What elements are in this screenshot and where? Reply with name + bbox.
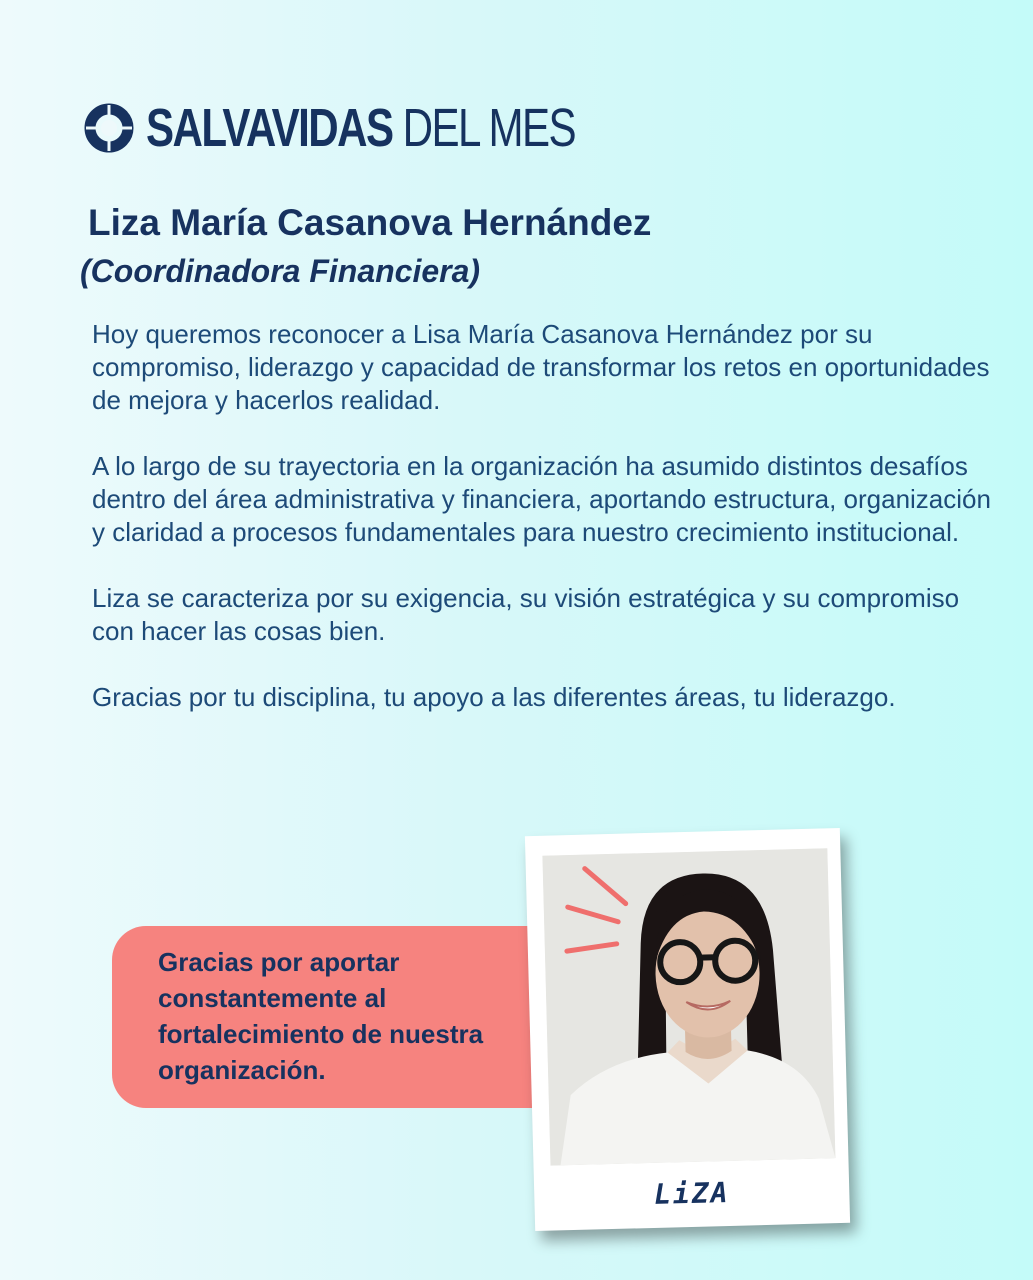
- brand-title: [146, 98, 576, 158]
- brand-title-light: DEL MES: [392, 98, 576, 158]
- person-role: (Coordinadora Financiera): [80, 253, 481, 289]
- recognition-text: [92, 318, 992, 747]
- photo-caption: LiZA: [653, 1175, 730, 1211]
- brand-title-strong: SALVAVIDAS: [146, 98, 393, 158]
- paragraph-1: Hoy queremos reconocer a Lisa María Casanova Hernández por su compromiso, liderazgo y capacidad de transformar los retos en oportunidades de mejora y hacerlos realidad.: [92, 319, 990, 415]
- paragraph-2: A lo largo de su trayectoria en la organización ha asumido distintos desafíos dentro del área administrativa y financiera, aportando estructura, organización y claridad a procesos fundamentales para nuestro crecimiento institucional.: [92, 451, 991, 547]
- callout-text: Gracias por aportar constantemente al fortalecimiento de nuestra organización.: [158, 947, 484, 1085]
- portrait-photo: [542, 848, 835, 1165]
- page-header: [82, 98, 696, 158]
- paragraph-3: Liza se caracteriza por su exigencia, su visión estratégica y su compromiso con hacer las cosas bien.: [92, 583, 960, 646]
- lifebuoy-icon: [82, 101, 136, 155]
- thanks-callout: [112, 926, 582, 1108]
- person-name: Liza María Casanova Hernández: [88, 202, 652, 243]
- polaroid-photo: [525, 828, 850, 1231]
- paragraph-4: Gracias por tu disciplina, tu apoyo a las diferentes áreas, tu liderazgo.: [92, 682, 896, 712]
